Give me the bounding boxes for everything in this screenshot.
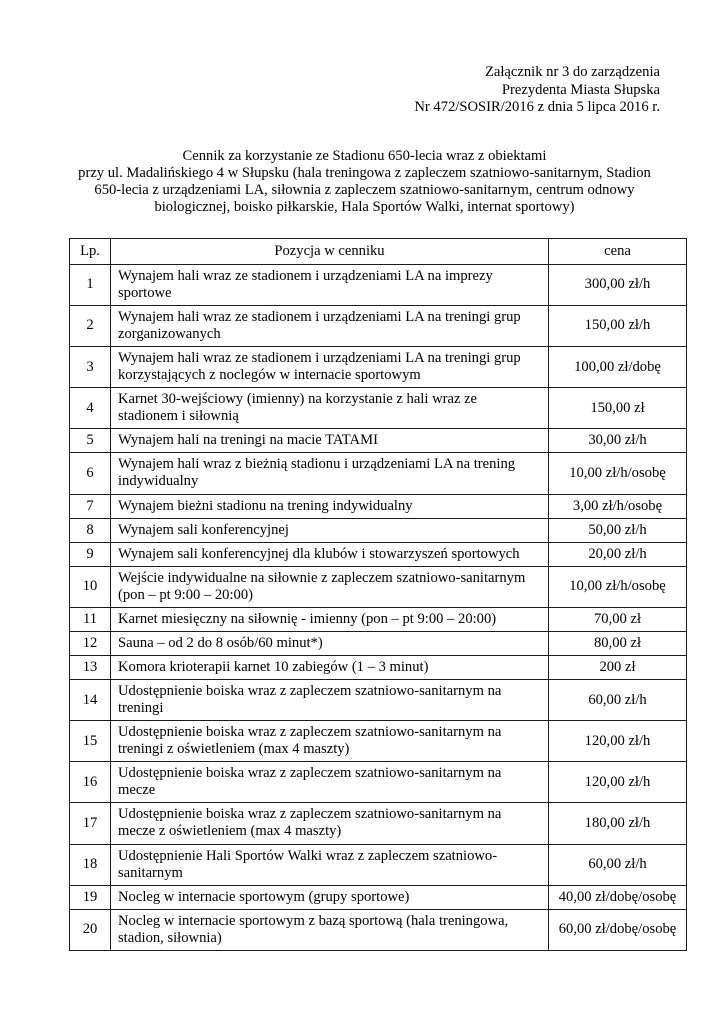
column-header-lp: Lp.: [70, 238, 111, 264]
cell-price: 10,00 zł/h/osobę: [549, 566, 687, 607]
cell-item: Wynajem sali konferencyjnej dla klubów i stowarzyszeń sportowych: [111, 542, 549, 566]
table-row: [70, 680, 687, 721]
cell-lp: 4: [70, 388, 111, 429]
cell-lp: 13: [70, 655, 111, 679]
cell-item: Wynajem hali na treningi na macie TATAMI: [111, 429, 549, 453]
cell-price: 70,00 zł: [549, 607, 687, 631]
table-header-row: [70, 238, 687, 264]
table-row: [70, 655, 687, 679]
title-line: 650-lecia z urządzeniami LA, siłownia z zapleczem szatniowo-sanitarnym, centrum odnowy: [94, 181, 635, 198]
header-line-issuer: Prezydenta Miasta Słupska: [501, 81, 660, 98]
table-row: [70, 542, 687, 566]
cell-item: Karnet 30-wejściowy (imienny) na korzystanie z hali wraz ze stadionem i siłownią: [111, 388, 549, 429]
table-row: [70, 762, 687, 803]
table-row: [70, 518, 687, 542]
column-header-item: Pozycja w cenniku: [111, 238, 549, 264]
cell-lp: 9: [70, 542, 111, 566]
document-header: [69, 64, 660, 117]
cell-lp: 14: [70, 680, 111, 721]
cell-item: Udostępnienie Hali Sportów Walki wraz z zapleczem szatniowo-sanitarnym: [111, 844, 549, 885]
cell-price: 80,00 zł: [549, 631, 687, 655]
table-row: [70, 885, 687, 909]
table-row: [70, 803, 687, 844]
column-header-price: cena: [549, 238, 687, 264]
cell-item: Udostępnienie boiska wraz z zapleczem szatniowo-sanitarnym na mecze z oświetleniem (max 4 maszty): [111, 803, 549, 844]
cell-price: 10,00 zł/h/osobę: [549, 453, 687, 494]
cell-price: 100,00 zł/dobę: [549, 347, 687, 388]
cell-price: 300,00 zł/h: [549, 264, 687, 305]
cell-price: 150,00 zł: [549, 388, 687, 429]
cell-price: 60,00 zł/h: [549, 844, 687, 885]
cell-item: Wynajem hali wraz ze stadionem i urządzeniami LA na treningi grup zorganizowanych: [111, 305, 549, 346]
table-row: [70, 631, 687, 655]
table-row: [70, 388, 687, 429]
cell-price: 200 zł: [549, 655, 687, 679]
cell-item: Udostępnienie boiska wraz z zapleczem szatniowo-sanitarnym na treningi: [111, 680, 549, 721]
cell-lp: 10: [70, 566, 111, 607]
table-row: [70, 305, 687, 346]
cell-price: 50,00 zł/h: [549, 518, 687, 542]
cell-item: Udostępnienie boiska wraz z zapleczem szatniowo-sanitarnym na mecze: [111, 762, 549, 803]
table-row: [70, 429, 687, 453]
cell-price: 180,00 zł/h: [549, 803, 687, 844]
table-row: [70, 347, 687, 388]
cell-lp: 16: [70, 762, 111, 803]
table-row: [70, 264, 687, 305]
cell-item: Sauna – od 2 do 8 osób/60 minut*): [111, 631, 549, 655]
cell-item: Wynajem hali wraz ze stadionem i urządzeniami LA na imprezy sportowe: [111, 264, 549, 305]
title-line: przy ul. Madalińskiego 4 w Słupsku (hala treningowa z zapleczem szatniowo-sanitarnym, Stadion: [78, 164, 651, 181]
document-title: [69, 148, 660, 216]
cell-price: 120,00 zł/h: [549, 721, 687, 762]
cell-item: Nocleg w internacie sportowym (grupy sportowe): [111, 885, 549, 909]
cell-lp: 3: [70, 347, 111, 388]
cell-item: Wynajem hali wraz z bieżnią stadionu i urządzeniami LA na trening indywidualny: [111, 453, 549, 494]
cell-lp: 2: [70, 305, 111, 346]
cell-price: 20,00 zł/h: [549, 542, 687, 566]
cell-lp: 5: [70, 429, 111, 453]
cell-item: Wynajem hali wraz ze stadionem i urządzeniami LA na treningi grup korzystających z noclegów w internacie sportowym: [111, 347, 549, 388]
cell-lp: 20: [70, 909, 111, 950]
table-row: [70, 844, 687, 885]
cell-lp: 18: [70, 844, 111, 885]
cell-lp: 12: [70, 631, 111, 655]
cell-item: Karnet miesięczny na siłownię - imienny (pon – pt 9:00 – 20:00): [111, 607, 549, 631]
table-row: [70, 453, 687, 494]
cell-lp: 15: [70, 721, 111, 762]
cell-lp: 19: [70, 885, 111, 909]
table-row: [70, 721, 687, 762]
cell-item: Udostępnienie boiska wraz z zapleczem szatniowo-sanitarnym na treningi z oświetleniem (max 4 maszty): [111, 721, 549, 762]
cell-price: 150,00 zł/h: [549, 305, 687, 346]
cell-lp: 17: [70, 803, 111, 844]
cell-price: 40,00 zł/dobę/osobę: [549, 885, 687, 909]
table-row: [70, 909, 687, 950]
cell-price: 3,00 zł/h/osobę: [549, 494, 687, 518]
title-line: biologicznej, boisko piłkarskie, Hala Sportów Walki, internat sportowy): [154, 198, 575, 215]
cell-lp: 7: [70, 494, 111, 518]
header-line-attachment: Załącznik nr 3 do zarządzenia: [484, 64, 660, 80]
cell-lp: 8: [70, 518, 111, 542]
table-row: [70, 566, 687, 607]
cell-item: Wejście indywidualne na siłownie z zapleczem szatniowo-sanitarnym (pon – pt 9:00 – 20:00): [111, 566, 549, 607]
cell-price: 30,00 zł/h: [549, 429, 687, 453]
cell-item: Wynajem bieżni stadionu na trening indywidualny: [111, 494, 549, 518]
cell-lp: 1: [70, 264, 111, 305]
cell-lp: 6: [70, 453, 111, 494]
cell-item: Nocleg w internacie sportowym z bazą sportową (hala treningowa, stadion, siłownia): [111, 909, 549, 950]
cell-lp: 11: [70, 607, 111, 631]
cell-item: Wynajem sali konferencyjnej: [111, 518, 549, 542]
price-table: [69, 238, 687, 951]
cell-item: Komora krioterapii karnet 10 zabiegów (1 – 3 minut): [111, 655, 549, 679]
header-line-ordinance-number: Nr 472/SOSIR/2016 z dnia 5 lipca 2016 r.: [414, 99, 660, 115]
cell-price: 120,00 zł/h: [549, 762, 687, 803]
cell-price: 60,00 zł/h: [549, 680, 687, 721]
price-table-body: [70, 264, 687, 950]
title-line: Cennik za korzystanie ze Stadionu 650-lecia wraz z obiektami: [182, 147, 547, 164]
table-row: [70, 494, 687, 518]
cell-price: 60,00 zł/dobę/osobę: [549, 909, 687, 950]
table-row: [70, 607, 687, 631]
